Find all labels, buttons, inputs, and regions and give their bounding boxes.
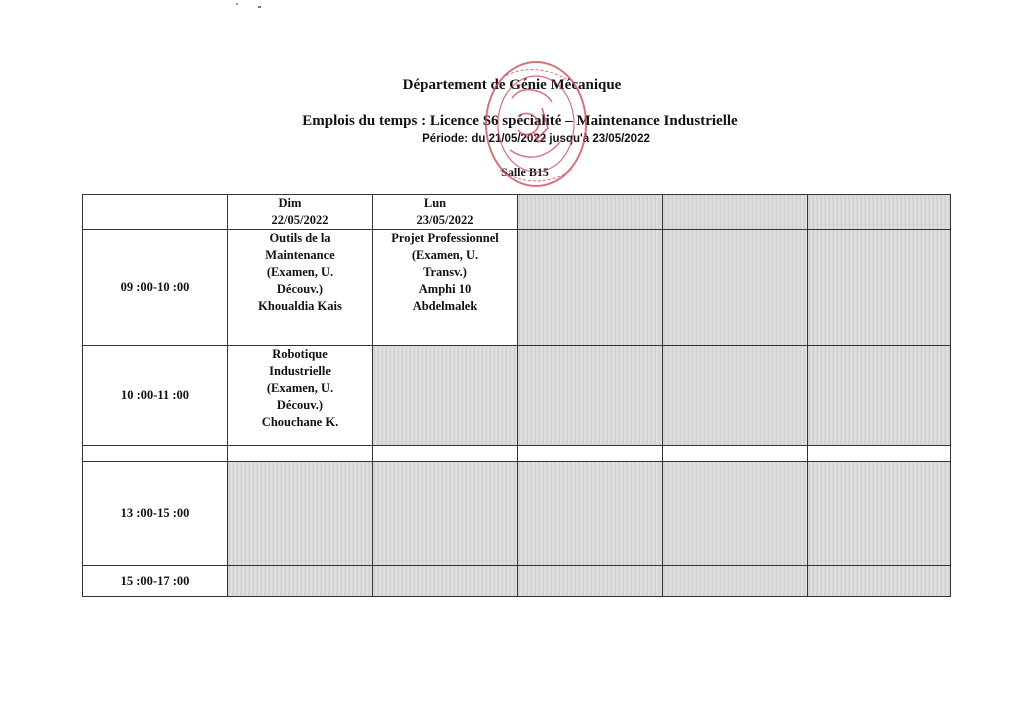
day-name: Lun bbox=[423, 196, 447, 210]
period-line: Période: du 21/05/2022 jusqu'à 23/05/2022 bbox=[422, 133, 650, 145]
empty-cell bbox=[228, 462, 373, 566]
table-header-row bbox=[83, 195, 951, 230]
session-line: Découv.) bbox=[276, 282, 324, 296]
session-line: (Examen, U. bbox=[411, 248, 479, 262]
time-slot: 13 :00-15 :00 bbox=[83, 462, 228, 566]
session-line: Projet Professionnel bbox=[391, 231, 499, 245]
day-header-lun bbox=[373, 195, 518, 230]
break-row bbox=[83, 446, 951, 462]
session-line: Industrielle bbox=[269, 364, 331, 378]
empty-cell bbox=[518, 230, 663, 346]
session-line: Abdelmalek bbox=[412, 299, 478, 313]
time-slot: 09 :00-10 :00 bbox=[83, 230, 228, 346]
session-cell bbox=[228, 230, 373, 346]
session-line: (Examen, U. bbox=[266, 265, 334, 279]
empty-cell bbox=[518, 446, 663, 462]
empty-day-header bbox=[808, 195, 951, 230]
scan-speck bbox=[236, 3, 238, 5]
table-row bbox=[83, 566, 951, 597]
empty-cell bbox=[373, 462, 518, 566]
session-line: Khoualdia Kais bbox=[258, 299, 342, 313]
table-row bbox=[83, 230, 951, 346]
session-cell bbox=[373, 230, 518, 346]
empty-cell bbox=[373, 446, 518, 462]
room-label: Salle B15 bbox=[501, 165, 549, 179]
empty-cell bbox=[808, 446, 951, 462]
empty-cell bbox=[808, 230, 951, 346]
day-date: 22/05/2022 bbox=[271, 213, 329, 227]
empty-cell bbox=[663, 346, 808, 446]
empty-cell bbox=[518, 346, 663, 446]
empty-cell bbox=[663, 446, 808, 462]
empty-cell bbox=[228, 446, 373, 462]
empty-cell bbox=[83, 446, 228, 462]
empty-cell bbox=[663, 230, 808, 346]
empty-cell bbox=[518, 462, 663, 566]
empty-cell bbox=[518, 566, 663, 597]
empty-cell bbox=[808, 566, 951, 597]
empty-day-header bbox=[518, 195, 663, 230]
table-row bbox=[83, 346, 951, 446]
day-date: 23/05/2022 bbox=[416, 213, 474, 227]
empty-cell bbox=[808, 346, 951, 446]
session-line: Amphi 10 bbox=[418, 282, 472, 296]
time-slot: 10 :00-11 :00 bbox=[83, 346, 228, 446]
session-line: Chouchane K. bbox=[261, 415, 339, 429]
session-line: (Examen, U. bbox=[266, 381, 334, 395]
empty-cell bbox=[808, 462, 951, 566]
session-line: Transv.) bbox=[423, 265, 467, 279]
empty-day-header bbox=[663, 195, 808, 230]
session-cell bbox=[228, 346, 373, 446]
session-line: Outils de la bbox=[269, 231, 331, 245]
empty-cell bbox=[228, 566, 373, 597]
empty-cell bbox=[663, 566, 808, 597]
session-line: Maintenance bbox=[265, 248, 335, 262]
empty-cell bbox=[373, 566, 518, 597]
table-row bbox=[83, 462, 951, 566]
session-line: Robotique bbox=[272, 347, 328, 361]
day-header-dim bbox=[228, 195, 373, 230]
time-slot: 15 :00-17 :00 bbox=[83, 566, 228, 597]
scan-speck bbox=[258, 6, 261, 8]
official-stamp-icon bbox=[482, 58, 590, 190]
corner-cell bbox=[83, 195, 228, 230]
empty-cell bbox=[373, 346, 518, 446]
timetable-title: Emplois du temps : Licence S6 spécialité – Maintenance Industrielle bbox=[302, 113, 738, 129]
timetable bbox=[82, 194, 951, 597]
day-name: Dim bbox=[278, 196, 302, 210]
empty-cell bbox=[663, 462, 808, 566]
session-line: Découv.) bbox=[276, 398, 324, 412]
department-title: Département de Génie Mécanique bbox=[402, 77, 622, 93]
